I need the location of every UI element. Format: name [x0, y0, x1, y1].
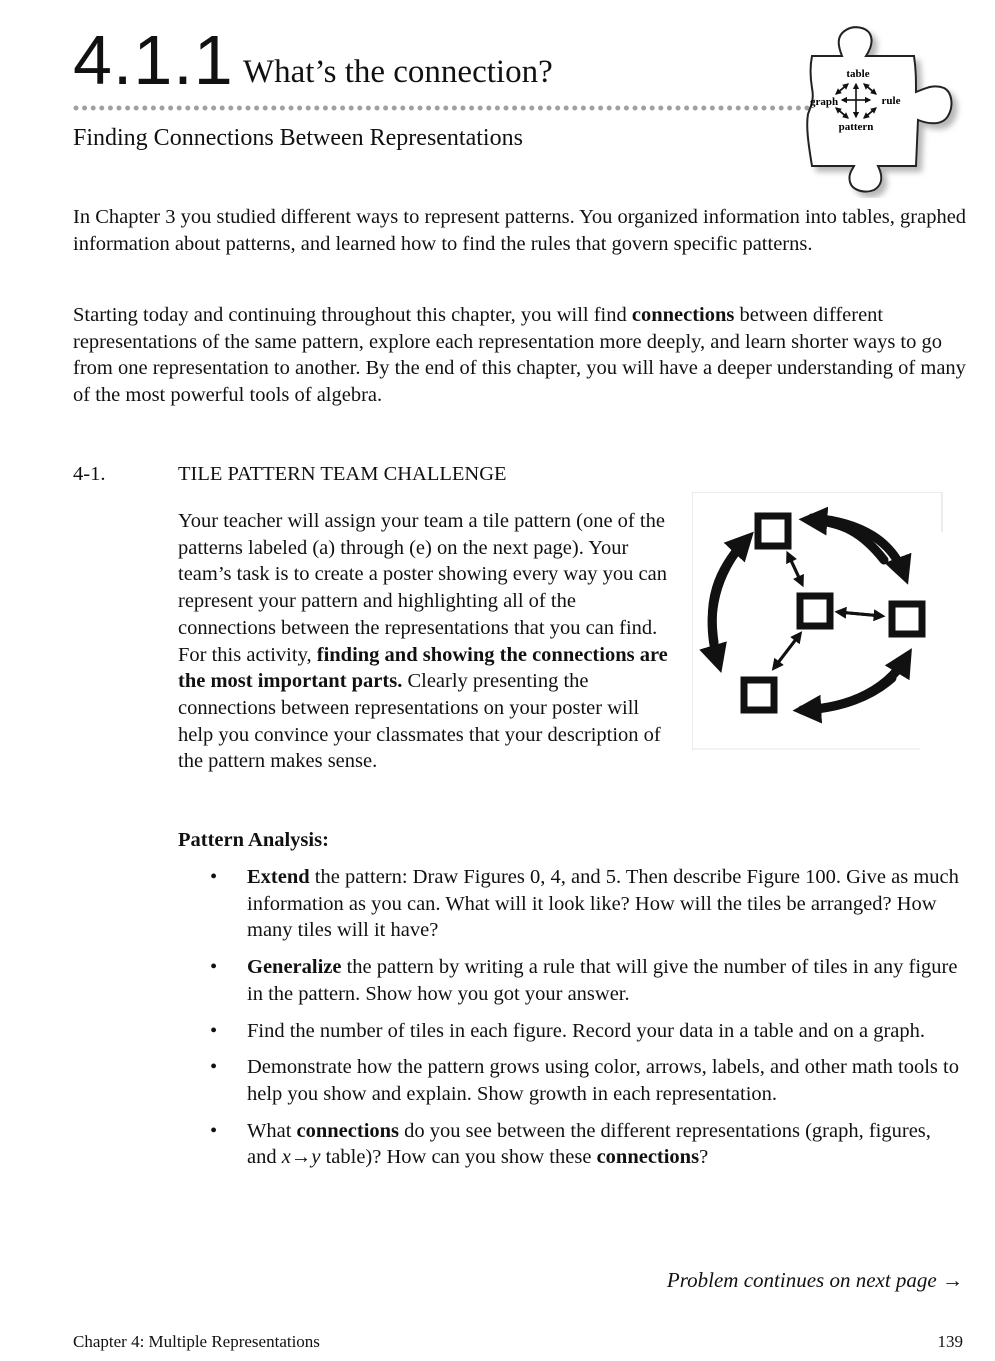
problem-number: 4-1. — [73, 463, 106, 485]
list-item: • What connections do you see between the different representations (graph, figures, and x→y table)? How can you show these connections? — [210, 1119, 931, 1169]
arrow-left-head — [712, 540, 746, 642]
pattern-analysis-list — [210, 864, 960, 1181]
page-number: 139 — [937, 1332, 963, 1351]
lesson-number: 4.1.1 — [73, 21, 234, 99]
list-item: • Generalize the pattern by writing a rule that will give the number of tiles in any figure in the pattern. Show how you got your answer. — [210, 956, 958, 1005]
list-item: • Find the number of tiles in each figure. Record your data in a table and on a graph. — [210, 1018, 960, 1045]
connections-cycle-illustration — [692, 492, 944, 750]
pattern-analysis-heading: Pattern Analysis: — [178, 829, 329, 851]
lesson-subtitle: Finding Connections Between Representations — [73, 125, 523, 151]
footer-chapter: Chapter 4: Multiple Representations — [73, 1332, 320, 1351]
bullet-icon: • — [210, 956, 218, 979]
puzzle-piece-icon — [798, 22, 970, 198]
bullet-icon: • — [210, 1056, 218, 1079]
puzzle-label-pattern: pattern — [838, 121, 874, 133]
bullet-icon: • — [210, 1119, 218, 1142]
square-center — [800, 596, 830, 626]
square-top — [758, 516, 788, 546]
puzzle-label-table: table — [846, 68, 870, 80]
puzzle-label-rule: rule — [881, 95, 901, 107]
intro-paragraph-2: Starting today and continuing throughout this chapter, you will find connections between different representations of the same pattern, explore each representation more deeply, and learn shorter ways to go from one representation to another. By the end of this chapter, you will have a deeper understanding of many of the most powerful tools of algebra. — [73, 304, 966, 407]
bullet-icon: • — [210, 866, 218, 888]
puzzle-label-graph: graph — [809, 96, 839, 108]
list-item: • Extend the pattern: Draw Figures 0, 4, and 5. Then describe Figure 100. Give as much information as you can. What will it look like? How will the tiles be arranged? How many tiles will it have? — [210, 866, 959, 942]
intro-paragraph-1: In Chapter 3 you studied different ways to represent patterns. You organized information into tables, graphed information about patterns, and learned how to find the rules that govern specific patterns. — [73, 206, 967, 255]
problem-body: Your teacher will assign your team a tile pattern (one of the patterns labeled (a) through (e) on the next page). Your team’s task is to create a poster showing every way you can represent your pattern and highlighting all of the connections between the representations that you can find. For this activity, finding and showing the connections are the most important parts. Clearly presenting the connections between representations on your poster will help you convince your classmates that your description of the pattern makes sense. — [178, 510, 668, 773]
list-item: • Demonstrate how the pattern grows using color, arrows, labels, and other math tools to help you show and explain. Show growth in each representation. — [210, 1056, 959, 1105]
problem-title: TILE PATTERN TEAM CHALLENGE — [178, 463, 507, 485]
square-bottom — [744, 680, 774, 710]
lesson-title: What’s the connection? — [243, 54, 553, 90]
dotted-divider — [73, 103, 818, 113]
continues-note: Problem continues on next page → — [666, 1268, 963, 1292]
square-right — [892, 604, 922, 634]
bullet-icon: • — [210, 1019, 218, 1042]
arrow-bottom-right-head — [804, 678, 892, 710]
